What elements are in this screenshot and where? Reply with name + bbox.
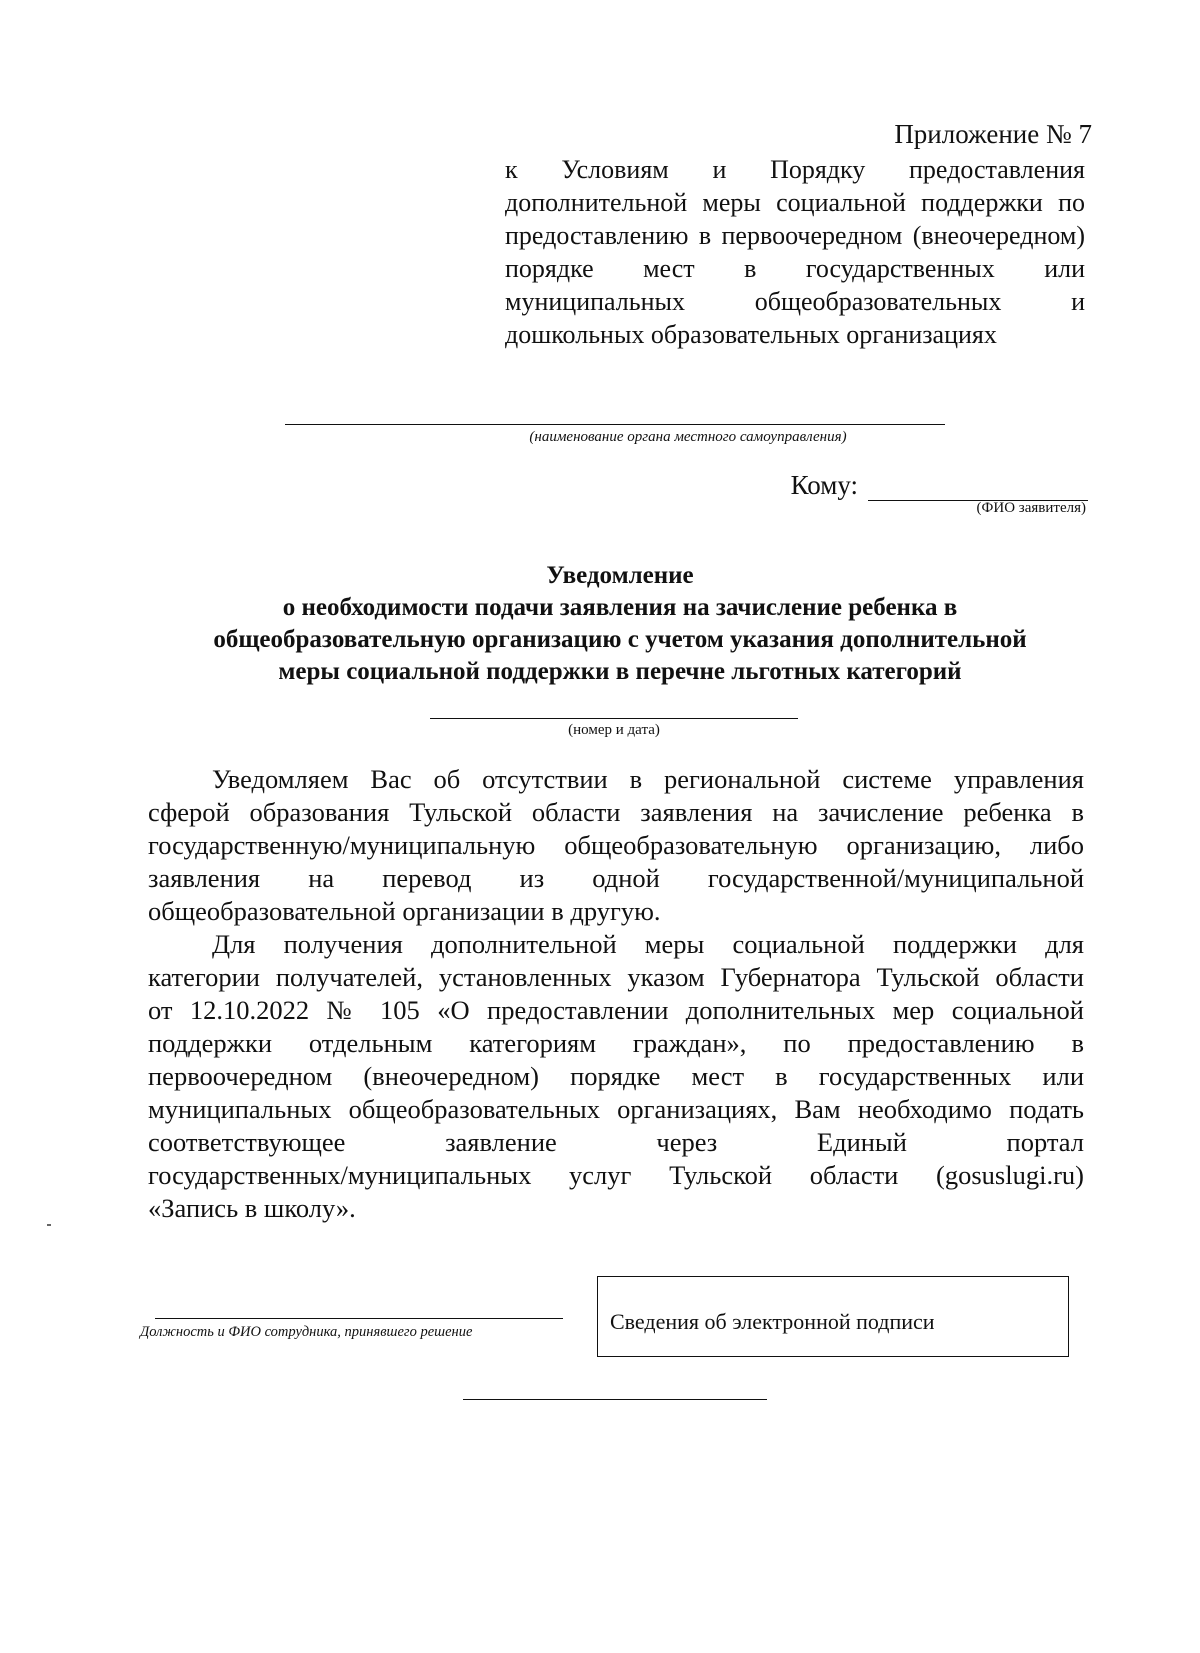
appendix-line: муниципальных общеобразовательных и bbox=[505, 287, 1085, 316]
document-subtitle-line: общеобразовательную организацию с учетом указания дополнительной bbox=[213, 626, 1027, 653]
body-text-line: поддержки отдельным категориям граждан», по предоставлению в bbox=[148, 1028, 1084, 1058]
body-text-line: Для получения дополнительной меры социальной поддержки для bbox=[212, 929, 1084, 959]
scan-artifact bbox=[47, 1224, 51, 1226]
body-text-line: заявления на перевод из одной государственной/муниципальной bbox=[148, 863, 1084, 893]
addressee-caption: (ФИО заявителя) bbox=[976, 500, 1086, 516]
appendix-line: дошкольных образовательных организациях bbox=[505, 320, 997, 349]
electronic-signature-box bbox=[597, 1276, 1069, 1357]
appendix-line: дополнительной меры социальной поддержки по bbox=[505, 188, 1085, 217]
appendix-line: предоставлению в первоочередном (внеочередном) bbox=[505, 221, 1085, 250]
body-text-line: «Запись в школу». bbox=[148, 1193, 356, 1223]
electronic-signature-label: Сведения об электронной подписи bbox=[610, 1309, 935, 1334]
official-signature-blank bbox=[155, 1318, 563, 1319]
number-date-caption: (номер и дата) bbox=[568, 722, 660, 738]
appendix-line: к Условиям и Порядку предоставления bbox=[505, 155, 1085, 184]
document-subtitle-line: меры социальной поддержки в перечне льготных категорий bbox=[278, 658, 962, 685]
authority-name-blank bbox=[285, 424, 945, 425]
addressee-label: Кому: bbox=[790, 470, 858, 500]
appendix-number: Приложение № 7 bbox=[894, 119, 1092, 149]
number-date-blank bbox=[430, 718, 798, 719]
appendix-reference bbox=[505, 153, 1085, 351]
body-text-line: от 12.10.2022 № 105 «О предоставлении дополнительных мер социальной bbox=[148, 995, 1084, 1025]
document-title: Уведомление bbox=[546, 562, 694, 589]
body-text-line: Уведомляем Вас об отсутствии в региональной системе управления bbox=[212, 764, 1084, 794]
body-text-line: категории получателей, установленных указом Губернатора Тульской области bbox=[148, 962, 1084, 992]
body-text-line: муниципальных общеобразовательных организациях, Вам необходимо подать bbox=[148, 1094, 1084, 1124]
body-text-line: государственных/муниципальных услуг Тульской области (gosuslugi.ru) bbox=[148, 1160, 1084, 1190]
authority-caption: (наименование органа местного самоуправления) bbox=[529, 429, 847, 445]
bottom-blank-line bbox=[463, 1399, 767, 1400]
addressee-blank bbox=[868, 474, 1088, 501]
body-text-line: сферой образования Тульской области заявления на зачисление ребенка в bbox=[148, 797, 1084, 827]
body-text-line: первоочередном (внеочередном) порядке мест в государственных или bbox=[148, 1061, 1084, 1091]
body-text-line: общеобразовательной организации в другую. bbox=[148, 896, 661, 926]
addressee-row bbox=[791, 470, 1088, 501]
document-subtitle-line: о необходимости подачи заявления на зачисление ребенка в bbox=[282, 594, 958, 621]
body-text-line: соответствующее заявление через Единый портал bbox=[148, 1127, 1084, 1157]
appendix-line: порядке мест в государственных или bbox=[505, 254, 1085, 283]
official-position-caption: Должность и ФИО сотрудника, принявшего решение bbox=[140, 1324, 473, 1340]
body-text-line: государственную/муниципальную общеобразовательную организацию, либо bbox=[148, 830, 1084, 860]
